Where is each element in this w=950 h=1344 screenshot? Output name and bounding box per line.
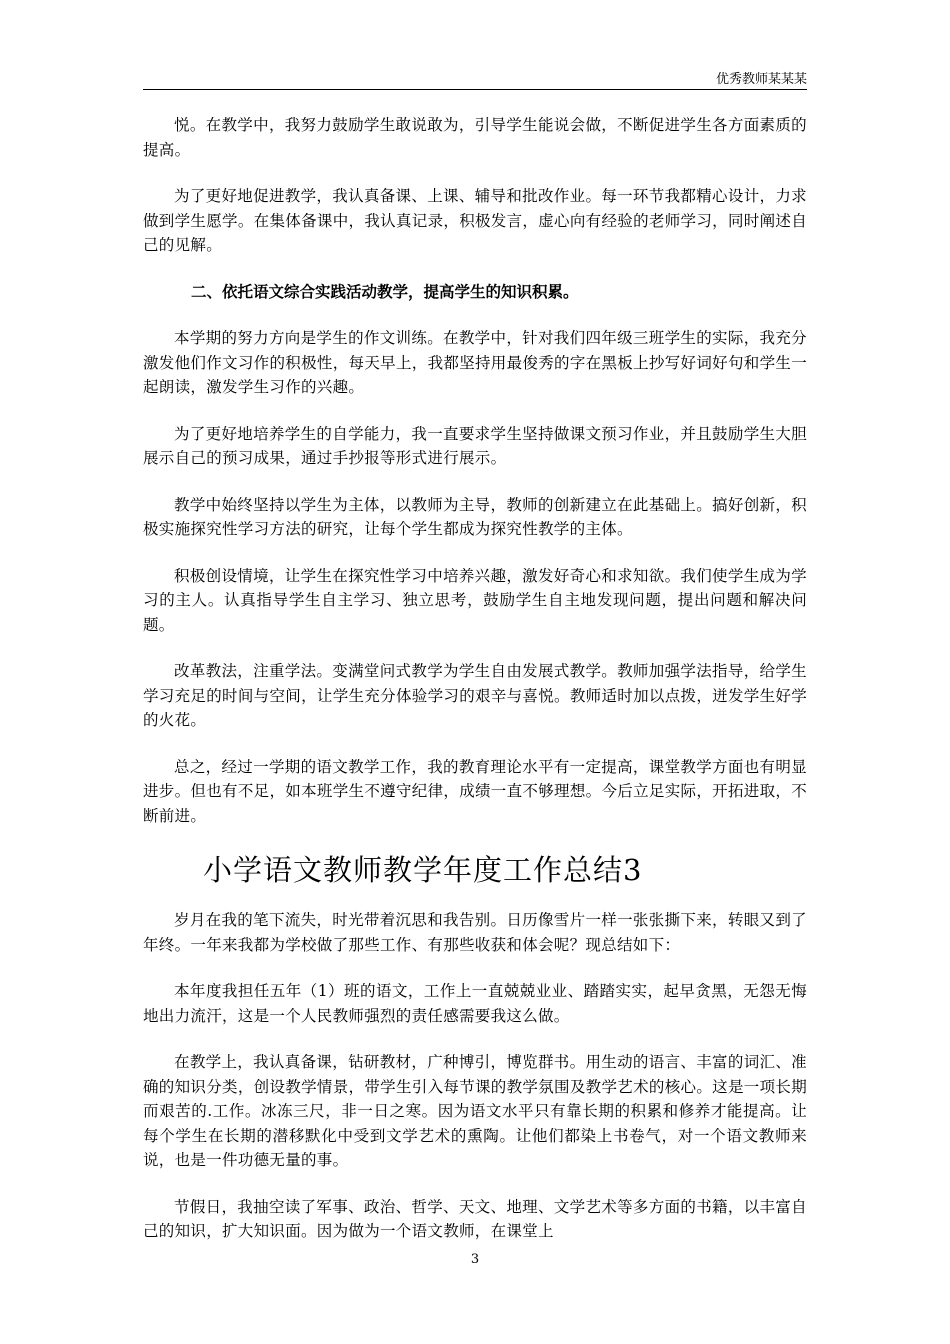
paragraph: 岁月在我的笔下流失，时光带着沉思和我告别。日历像雪片一样一张张撕下来，转眼又到了年终。一年来我都为学校做了那些工作、有那些收获和体会呢？现总结如下：	[143, 911, 807, 954]
paragraph: 本年度我担任五年（1）班的语文，工作上一直兢兢业业、踏踏实实，起早贪黑，无怨无悔地出力流汗，这是一个人民教师强烈的责任感需要我这么做。	[143, 982, 807, 1025]
header-divider	[143, 89, 807, 90]
page-number: 3	[470, 1252, 480, 1267]
paragraph: 为了更好地培养学生的自学能力，我一直要求学生坚持做课文预习作业，并且鼓励学生大胆展示自己的预习成果，通过手抄报等形式进行展示。	[143, 424, 807, 467]
paragraph: 悦。在教学中，我努力鼓励学生敢说敢为，引导学生能说会做，不断促进学生各方面素质的提高。	[143, 116, 807, 159]
paragraph: 教学中始终坚持以学生为主体，以教师为主导，教师的创新建立在此基础上。搞好创新，积极实施探究性学习方法的研究，让每个学生都成为探究性教学的主体。	[143, 495, 807, 538]
page-header-author: 优秀教师某某某	[715, 72, 807, 87]
section-title: 小学语文教师教学年度工作总结3	[203, 853, 643, 887]
paragraph: 为了更好地促进教学，我认真备课、上课、辅导和批改作业。每一环节我都精心设计，力求做到学生愿学。在集体备课中，我认真记录，积极发言，虚心向有经验的老师学习，同时阐述自己的见解。	[143, 187, 807, 254]
section-subheading: 二、依托语文综合实践活动教学，提高学生的知识积累。	[191, 282, 579, 301]
paragraph: 改革教法，注重学法。变满堂问式教学为学生自由发展式教学。教师加强学法指导，给学生学习充足的时间与空间，让学生充分体验学习的艰辛与喜悦。教师适时加以点拨，迸发学生好学的火花。	[143, 662, 807, 729]
document-body	[143, 113, 807, 1266]
paragraph: 积极创设情境，让学生在探究性学习中培养兴趣，激发好奇心和求知欲。我们使学生成为学习的主人。认真指导学生自主学习、独立思考，鼓励学生自主地发现问题，提出问题和解决问题。	[143, 566, 807, 634]
paragraph: 在教学上，我认真备课，钻研教材，广种博引，博览群书。用生动的语言、丰富的词汇、准确的知识分类，创设教学情景，带学生引入每节课的教学氛围及教学艺术的核心。这是一项长期而艰苦的.工作。冰冻三尺，非一日之寒。因为语文水平只有靠长期的积累和修养才能提高。让每个学生在长期的潜移默化中受到文学艺术的熏陶。让他们都染上书卷气，对一个语文教师来说，也是一件功德无量的事。	[143, 1053, 807, 1169]
paragraph: 本学期的努力方向是学生的作文训练。在教学中，针对我们四年级三班学生的实际，我充分激发他们作文习作的积极性，每天早上，我都坚持用最俊秀的字在黑板上抄写好词好句和学生一起朗读，激发学生习作的兴趣。	[143, 329, 807, 396]
paragraph: 节假日，我抽空读了军事、政治、哲学、天文、地理、文学艺术等多方面的书籍，以丰富自己的知识，扩大知识面。因为做为一个语文教师，在课堂上	[143, 1197, 807, 1240]
paragraph: 总之，经过一学期的语文教学工作，我的教育理论水平有一定提高，课堂教学方面也有明显进步。但也有不足，如本班学生不遵守纪律，成绩一直不够理想。今后立足实际，开拓进取，不断前进。	[143, 757, 807, 825]
